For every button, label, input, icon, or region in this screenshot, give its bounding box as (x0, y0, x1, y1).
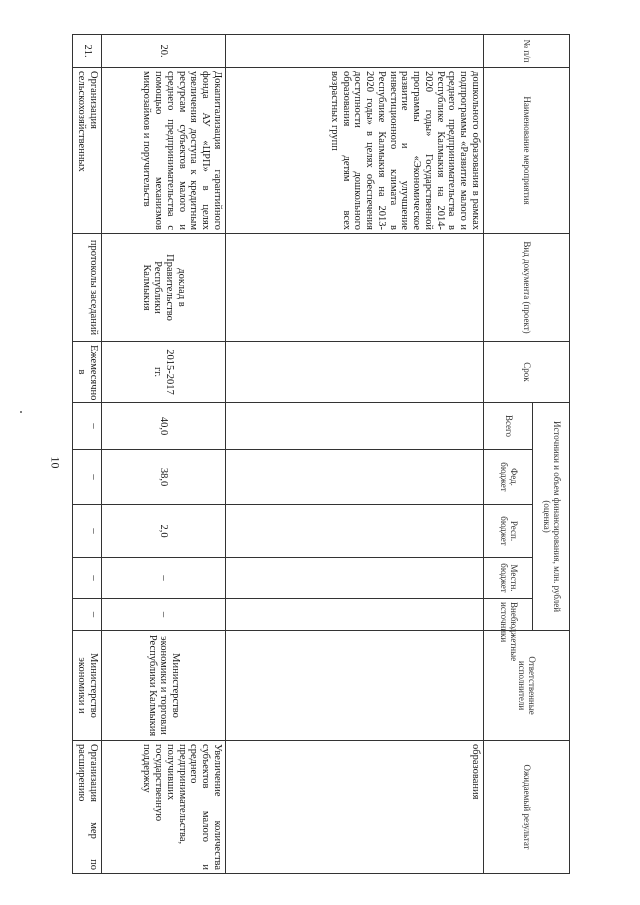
row-loc: – (73, 558, 102, 599)
row-loc (226, 558, 484, 599)
header-num: № п/п (484, 35, 570, 68)
rotated-table-container (76, 34, 570, 873)
row-extra: – (102, 599, 226, 631)
row-doc (226, 234, 484, 342)
row-resp: Министерство экономики и торговли Республики Калмыкия (102, 631, 226, 741)
row-fed: – (73, 450, 102, 505)
row-fed (226, 450, 484, 505)
header-extra: Внебюджетные источники (484, 599, 533, 631)
row-term: Ежемесячно в (73, 342, 102, 403)
header-name: Наименование мероприятия (484, 68, 570, 234)
row-num (226, 35, 484, 68)
row-doc: доклад в Правительство Республики Калмыкия (102, 234, 226, 342)
header-row-1 (533, 35, 570, 874)
header-term: Срок (484, 342, 570, 403)
table-row (73, 35, 102, 874)
row-doc: протоколы заседаний (73, 234, 102, 342)
row-rep: – (73, 505, 102, 558)
table-row (226, 35, 484, 874)
row-extra (226, 599, 484, 631)
page-number: 10 (48, 456, 63, 469)
row-term (226, 342, 484, 403)
row-result: Организация мер по расширению (73, 741, 102, 874)
header-loc: Местн. бюджет (484, 558, 533, 599)
row-total: 40,0 (102, 403, 226, 450)
row-total (226, 403, 484, 450)
scan-speck (20, 411, 22, 413)
table-row (102, 35, 226, 874)
header-funding: Источники и объем финансирования, млн. рублей (оценка) (533, 403, 570, 631)
row-fed: 38,0 (102, 450, 226, 505)
row-loc: – (102, 558, 226, 599)
header-total: Всего (484, 403, 533, 450)
row-name: Докапитализация гарантийного фонда АУ «ЦРП» в целях увеличения доступа к кредитным ресурсам субъектов малого и среднего предпринимательства с помощью механизмов микрозаймов и поручительств (102, 68, 226, 234)
row-total: – (73, 403, 102, 450)
row-result: образования (226, 741, 484, 874)
row-resp (226, 631, 484, 741)
row-resp: Министерство экономики и (73, 631, 102, 741)
header-rep: Респ. бюджет (484, 505, 533, 558)
header-doc: Вид документа (проект) (484, 234, 570, 342)
header-result: Ожидаемый результат (484, 741, 570, 874)
row-extra: – (73, 599, 102, 631)
row-name: Организация сельскохозяйственных (73, 68, 102, 234)
row-name: дошкольного образования в рамках подпрограммы «Развитие малого и среднего предпринимательства в Республике Калмыкия на 2014-2020 годы» Государственной программы «Экономическое развитие и улучшение инвестиционного климата в Республике Калмыкия на 2013-2020 годы» в целях обеспечения доступности дошкольного образования детям всех возрастных групп (226, 68, 484, 234)
measures-table (73, 34, 571, 874)
header-resp: Ответственные исполнители (484, 631, 570, 741)
row-rep: 2,0 (102, 505, 226, 558)
row-num: 20. (102, 35, 226, 68)
row-term: 2015-2017 гг. (102, 342, 226, 403)
row-num: 21. (73, 35, 102, 68)
row-rep (226, 505, 484, 558)
header-fed: Фед. бюджет (484, 450, 533, 505)
row-result: Увеличение количества субъектов малого и среднего предпринимательства, получивших государственную поддержку (102, 741, 226, 874)
